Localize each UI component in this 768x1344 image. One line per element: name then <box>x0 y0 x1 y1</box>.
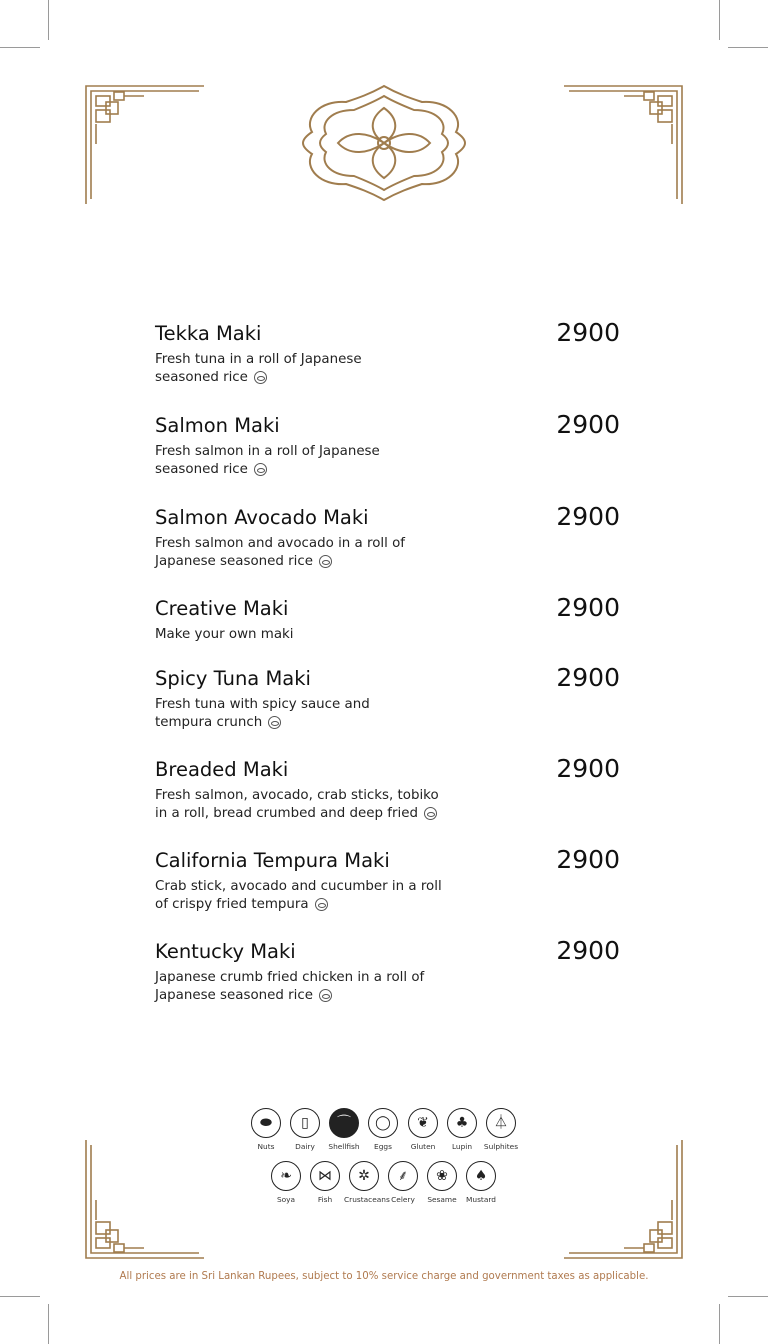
item-name: Salmon Avocado Maki <box>155 506 369 529</box>
item-name: Spicy Tuna Maki <box>155 667 311 690</box>
item-name: Salmon Maki <box>155 414 280 437</box>
legend-item-gluten <box>403 1108 443 1151</box>
legend-item-fish <box>305 1161 345 1204</box>
item-name: Breaded Maki <box>155 758 289 781</box>
fish-icon <box>319 555 332 568</box>
item-description-line: Fresh salmon in a roll of Japanese <box>155 444 380 459</box>
item-description <box>155 443 445 479</box>
item-description <box>155 787 455 823</box>
corner-ornament-bottom-left <box>84 1140 204 1260</box>
legend-label: Mustard <box>466 1195 496 1204</box>
legend-label: Gluten <box>410 1142 436 1151</box>
crop-mark <box>0 47 40 48</box>
item-description-line: Fresh tuna in a roll of Japanese <box>155 352 362 367</box>
item-name: Kentucky Maki <box>155 940 296 963</box>
crop-mark <box>719 0 720 40</box>
item-description-line <box>155 369 445 387</box>
fish-icon <box>254 371 267 384</box>
corner-ornament-bottom-right <box>564 1140 684 1260</box>
item-price: 2900 <box>556 593 620 622</box>
fish-icon <box>424 807 437 820</box>
item-price: 2900 <box>556 754 620 783</box>
item-description-line: Crab stick, avocado and cucumber in a roll <box>155 879 442 894</box>
item-description-line: Fresh salmon and avocado in a roll of <box>155 536 406 551</box>
sulphites-icon: ⏃ <box>486 1108 516 1138</box>
mustard-icon: ♠ <box>466 1161 496 1191</box>
legend-item-dairy <box>285 1108 325 1151</box>
item-description-line <box>155 461 445 479</box>
legend-item-nuts <box>246 1108 286 1151</box>
item-description-text: in a roll, bread crumbed and deep fried <box>155 806 418 821</box>
legend-item-sesame <box>422 1161 462 1204</box>
item-description-line <box>155 896 455 914</box>
legend-item-shellfish <box>324 1108 364 1151</box>
nuts-icon: ⬬ <box>251 1108 281 1138</box>
item-description-text: Japanese seasoned rice <box>155 554 313 569</box>
sesame-icon: ❀ <box>427 1161 457 1191</box>
crustaceans-icon: ✲ <box>349 1161 379 1191</box>
corner-ornament-top-right <box>564 84 684 204</box>
dairy-icon: ▯ <box>290 1108 320 1138</box>
item-description-text: of crispy fried tempura <box>155 897 309 912</box>
item-description-line <box>155 553 445 571</box>
legend-label: Dairy <box>295 1142 315 1151</box>
item-description-line <box>155 805 455 823</box>
item-price: 2900 <box>556 936 620 965</box>
eggs-icon: ◯ <box>368 1108 398 1138</box>
legend-item-celery <box>383 1161 423 1204</box>
legend-label: Eggs <box>374 1142 392 1151</box>
item-price: 2900 <box>556 502 620 531</box>
crop-mark <box>0 1296 40 1297</box>
legend-label: Lupin <box>451 1142 473 1151</box>
crop-mark <box>719 1304 720 1344</box>
legend-item-lupin <box>442 1108 482 1151</box>
item-description <box>155 878 455 914</box>
celery-icon <box>319 989 332 1002</box>
item-description-line: Fresh salmon, avocado, crab sticks, tobiko <box>155 788 439 803</box>
legend-label: Sulphites <box>483 1142 519 1151</box>
item-description-text: tempura crunch <box>155 715 263 730</box>
legend-label: Sesame <box>427 1195 457 1204</box>
item-description-line: Fresh tuna with spicy sauce and <box>155 697 370 712</box>
crop-mark <box>48 1304 49 1344</box>
legend-item-sulphites <box>481 1108 521 1151</box>
legend-label: Crustaceans <box>344 1195 390 1204</box>
legend-label: Nuts <box>257 1142 275 1151</box>
fish-icon: ⋈ <box>310 1161 340 1191</box>
item-name: Tekka Maki <box>155 322 262 345</box>
legend-item-crustaceans <box>344 1161 390 1204</box>
legend-label: Shellfish <box>328 1142 360 1151</box>
soya-icon: ❧ <box>271 1161 301 1191</box>
item-description-line <box>155 987 445 1005</box>
crop-mark <box>48 0 49 40</box>
item-price: 2900 <box>556 663 620 692</box>
item-description <box>155 626 445 644</box>
price-footnote: All prices are in Sri Lankan Rupees, subject to 10% service charge and government taxes as applicable. <box>119 1271 649 1282</box>
item-description-line <box>155 714 445 732</box>
item-description-line: Japanese crumb fried chicken in a roll of <box>155 970 425 985</box>
header-ornament <box>298 84 470 202</box>
legend-item-mustard <box>461 1161 501 1204</box>
item-price: 2900 <box>556 845 620 874</box>
legend-label: Fish <box>317 1195 333 1204</box>
item-name: Creative Maki <box>155 597 289 620</box>
fish-icon <box>268 716 281 729</box>
item-description-text: seasoned rice <box>155 462 248 477</box>
legend-label: Celery <box>391 1195 415 1204</box>
crop-mark <box>728 1296 768 1297</box>
item-description <box>155 969 445 1005</box>
lupin-icon: ♣ <box>447 1108 477 1138</box>
item-description-text: Japanese seasoned rice <box>155 988 313 1003</box>
fish-icon <box>254 463 267 476</box>
item-description <box>155 351 445 387</box>
item-description <box>155 535 445 571</box>
item-price: 2900 <box>556 410 620 439</box>
celery-icon: ⸙ <box>388 1161 418 1191</box>
shellfish-icon: ⌒ <box>329 1108 359 1138</box>
corner-ornament-top-left <box>84 84 204 204</box>
gluten-icon: ❦ <box>408 1108 438 1138</box>
item-description-text: seasoned rice <box>155 370 248 385</box>
item-name: California Tempura Maki <box>155 849 390 872</box>
item-price: 2900 <box>556 318 620 347</box>
item-description <box>155 696 445 732</box>
legend-item-eggs <box>363 1108 403 1151</box>
legend-item-soya <box>266 1161 306 1204</box>
fish-icon <box>315 898 328 911</box>
item-description-line: Make your own maki <box>155 627 294 642</box>
allergen-legend <box>248 1108 524 1208</box>
crop-mark <box>728 47 768 48</box>
legend-label: Soya <box>276 1195 296 1204</box>
